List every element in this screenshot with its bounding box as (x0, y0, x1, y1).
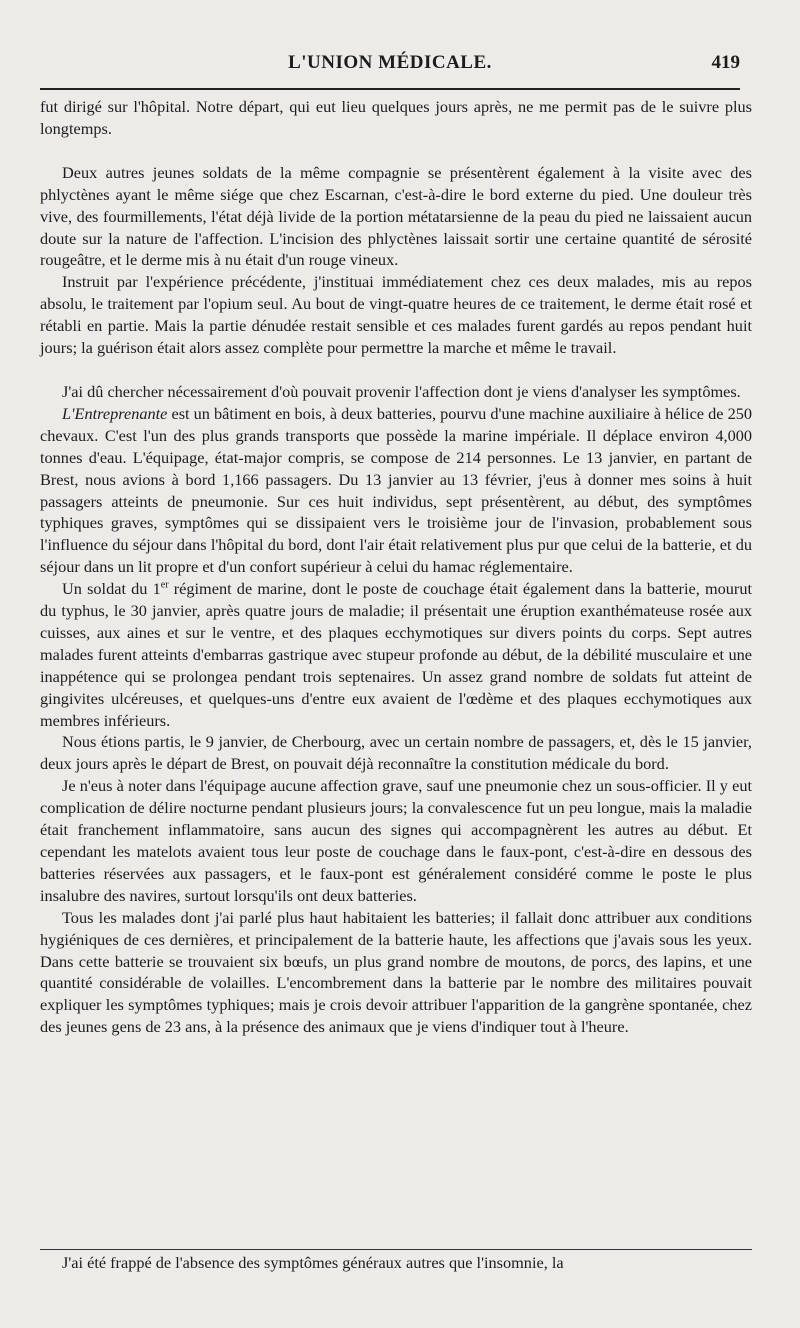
body-text (40, 96, 752, 1038)
paragraph: fut dirigé sur l'hôpital. Notre départ, qui eut lieu quelques jours après, ne me permit pas de le suivre plus longtemps. (40, 97, 752, 138)
ordinal-suffix: er (160, 579, 169, 591)
footer-rule (40, 1249, 752, 1250)
paragraph-text: régiment de marine, dont le poste de couchage était également dans la batterie, mourut du typhus, le 30 janvier, après quatre jours de maladie; il présentait une éruption exanthémateuse rosée aux cuisses, aux aines et sur le ventre, et des plaques ecchymotiques sur divers points du corps. Sept autres malades furent atteints d'embarras gastrique avec stupeur profonde au début, de la débilité musculaire et une inappétence qui se prolongea pendant trois septenaires. Un assez grand nombre de soldats fut atteint de gingivites ulcéreuses, et quelques-uns d'entre eux avaient de l'œdème et des plaques ecchymotiques aux membres inférieurs. (40, 579, 753, 730)
continuation-text (40, 1252, 752, 1274)
paragraph: J'ai dû chercher nécessairement d'où pouvait provenir l'affection dont je viens d'analyser les symptômes. (62, 381, 741, 401)
paragraph: Je n'eus à noter dans l'équipage aucune affection grave, sauf une pneumonie chez un sous-officier. Il y eut complication de délire nocturne pendant plusieurs jours; la convalescence fut un peu longue, mais la maladie était franchement inflammatoire, sans aucun des signes qui accompagnèrent les autres au début. Et cependant les matelots avaient tous leur poste de couchage dans le faux-pont, c'est-à-dire en dessous des batteries réservées aux passagers, et le faux-pont est généralement considéré comme le poste le plus insalubre des navires, surtout lorsqu'ils ont deux batteries. (40, 776, 752, 905)
paragraph: Deux autres jeunes soldats de la même compagnie se présentèrent également à la visite avec des phlyctènes ayant le même siége que chez Escarnan, c'est-à-dire le bord externe du pied. Une douleur très vive, des fourmillements, l'état déjà livide de la portion métatarsienne de la peau du pied ne laissaient aucun doute sur la nature de l'affection. L'incision des phlyctènes laissait sortir une certaine quantité de sérosité rougeâtre, et le derme mis à nu était d'un rouge vineux. (40, 162, 752, 270)
page-number: 419 (711, 52, 740, 73)
paragraph: Tous les malades dont j'ai parlé plus haut habitaient les batteries; il fallait donc attribuer aux conditions hygiéniques de ces dernières, et principalement de la batterie haute, les affections que j'avais sous les yeux. Dans cette batterie se trouvaient six bœufs, un plus grand nombre de moutons, de porcs, des lapins, et une quantité considérable de volailles. L'encombrement dans la batterie par le nombre des militaires pouvait expliquer les symptômes typhiques; mais je crois devoir attribuer l'apparition de la gangrène spontanée, chez des jeunes gens de 23 ans, à la présence des animaux que je viens d'indiquer tout à l'heure. (40, 907, 752, 1037)
paragraph (40, 403, 752, 578)
header-rule (40, 88, 740, 90)
paragraph: Instruit par l'expérience précédente, j'instituai immédiatement chez ces deux malades, mis au repos absolu, le traitement par l'opium seul. Au bout de vingt-quatre heures de ce traitement, le derme était rosé et rétabli en partie. Mais la partie dénudée restait sensible et ces malades furent gardés au repos pendant huit jours; la guérison était alors assez complète pour permettre la marche et même le travail. (40, 272, 752, 358)
paragraph (40, 578, 752, 731)
paragraph: Nous étions partis, le 9 janvier, de Cherbourg, avec un certain nombre de passagers, et, dès le 15 janvier, deux jours après le départ de Brest, on pouvait déjà reconnaître la constitution médicale du bord. (40, 732, 752, 774)
page-header (40, 52, 740, 82)
paragraph-text: est un bâtiment en bois, à deux batteries, pourvu d'une machine auxiliaire à hélice de 250 chevaux. C'est l'un des plus grands transports que possède la marine impériale. Il déplace environ 4,000 tonnes d'eau. L'équipage, état-major compris, se compose de 214 personnes. Le 13 janvier, en partant de Brest, nous avions à bord 1,166 passagers. Du 13 janvier au 13 février, j'eus à donner mes soins à huit passagers atteints de pneumonie. Sur ces huit individus, sept présentèrent, au début, des symptômes typhiques graves, symptômes qui se dissipaient vers le troisième jour de l'invasion, probablement sous l'influence du séjour dans l'hôpital du bord, dont l'air était relativement plus pur que celui de la batterie, et du séjour dans un lit propre et d'un confort supérieur à celui du hamac réglementaire. (40, 403, 752, 577)
paragraph-text: Un soldat du 1 (62, 579, 161, 599)
paragraph: J'ai été frappé de l'absence des symptômes généraux autres que l'insomnie, la (62, 1253, 564, 1272)
running-title: L'UNION MÉDICALE. (288, 52, 492, 73)
ship-name: L'Entreprenante (62, 403, 168, 423)
